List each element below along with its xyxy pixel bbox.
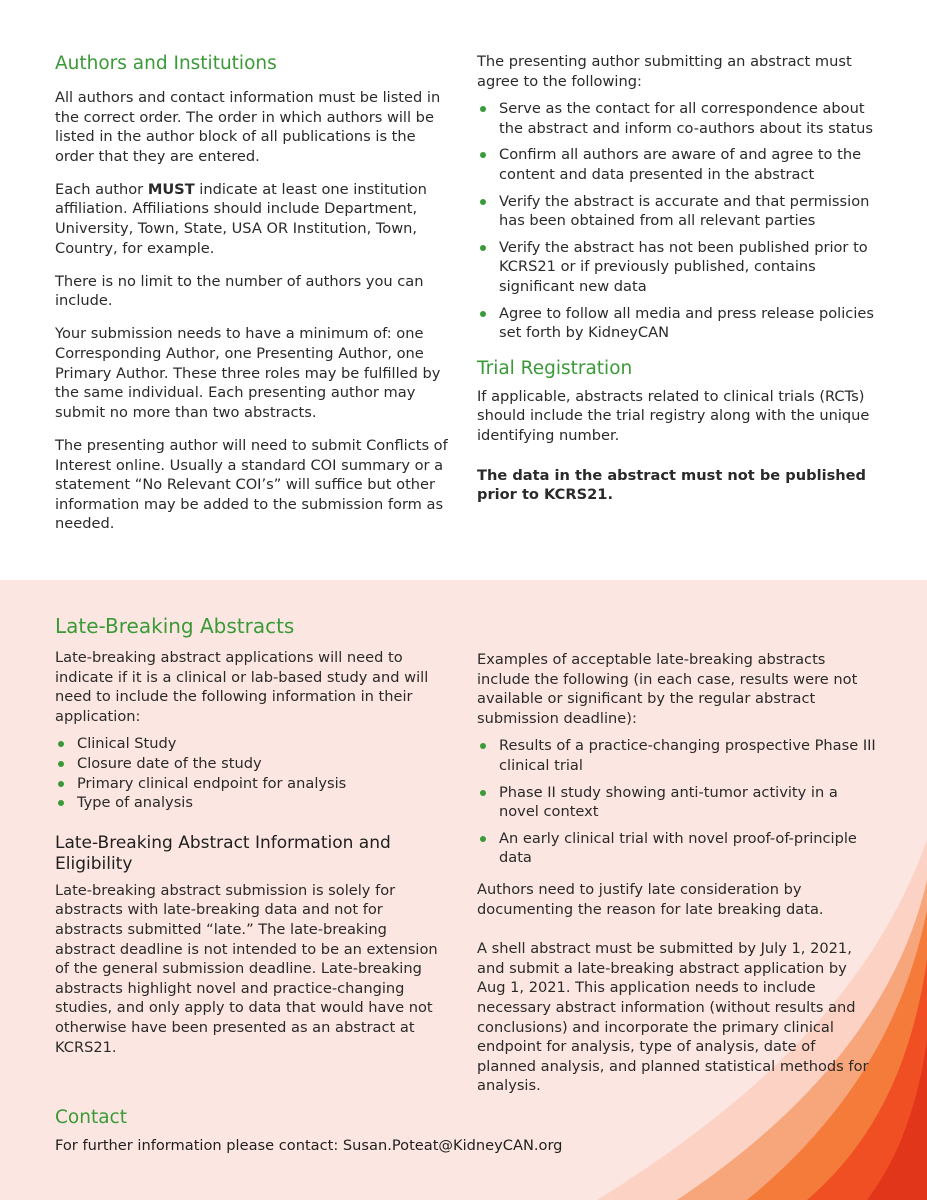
authors-p4: Your submission needs to have a minimum of: one Corresponding Author, one Presenting Author, one Primary Author. These three roles may be fulfilled by the same individual. Each presenting author may submit no more than two abstracts. xyxy=(55,325,441,421)
contact-title: Contact xyxy=(55,1107,127,1128)
top-section xyxy=(0,0,927,580)
bullet-icon xyxy=(480,836,486,842)
list-item: Phase II study showing anti-tumor activity in a novel context xyxy=(477,783,877,822)
justify-text: Authors need to justify late consideration by documenting the reason for late breaking data. xyxy=(477,880,824,918)
presenting-intro: The presenting author submitting an abstract must agree to the following: xyxy=(477,53,852,90)
bullet-icon xyxy=(480,311,486,317)
authors-p3: There is no limit to the number of authors you can include. xyxy=(55,272,424,310)
examples-list xyxy=(477,736,877,868)
authors-p5: The presenting author will need to submit Conflicts of Interest online. Usually a standard COI summary or a statement “No Relevant COI’s” will suffice but other information may be added to the submission form as needed. xyxy=(55,436,448,533)
presenting-column xyxy=(477,52,877,518)
bullet-icon xyxy=(480,106,486,112)
list-item: Closure date of the study xyxy=(55,754,450,774)
late-left-column xyxy=(55,614,450,1071)
late-right-column xyxy=(477,650,877,1109)
authors-title: Authors and Institutions xyxy=(55,53,277,74)
list-item: Clinical Study xyxy=(55,734,450,754)
eligibility-title: Late-Breaking Abstract Information and Eligibility xyxy=(55,832,391,874)
bullet-icon xyxy=(480,790,486,796)
trial-title: Trial Registration xyxy=(477,357,633,379)
list-item: Results of a practice-changing prospective Phase III clinical trial xyxy=(477,736,877,775)
bullet-icon xyxy=(480,152,486,158)
trial-p2: The data in the abstract must not be published prior to KCRS21. xyxy=(477,466,866,504)
bullet-icon xyxy=(480,199,486,205)
bullet-icon xyxy=(58,800,64,806)
list-item: Agree to follow all media and press release policies set forth by KidneyCAN xyxy=(477,304,877,343)
late-title: Late-Breaking Abstracts xyxy=(55,614,295,638)
authors-column xyxy=(55,52,450,547)
presenting-list xyxy=(477,99,877,343)
late-intro: Late-breaking abstract applications will need to indicate if it is a clinical or lab-based study and will need to include the following information in their application: xyxy=(55,649,429,725)
list-item: Verify the abstract is accurate and that permission has been obtained from all relevant parties xyxy=(477,192,877,231)
bullet-icon xyxy=(480,743,486,749)
bullet-icon xyxy=(58,761,64,767)
bottom-section xyxy=(0,580,927,1200)
list-item: Verify the abstract has not been published prior to KCRS21 or if previously published, contains significant new data xyxy=(477,238,877,297)
contact-text[interactable]: For further information please contact: Susan.Poteat@KidneyCAN.org xyxy=(55,1137,563,1154)
authors-p2: Each author MUST indicate at least one institution affiliation. Affiliations should include Department, University, Town, State, USA OR Institution, Town, Country, for example. xyxy=(55,180,427,257)
examples-intro: Examples of acceptable late-breaking abstracts include the following (in each case, results were not available or significant by the regular abstract submission deadline): xyxy=(477,651,858,727)
list-item: An early clinical trial with novel proof-of-principle data xyxy=(477,829,877,868)
list-item: Type of analysis xyxy=(55,793,450,813)
late-requirements-list xyxy=(55,734,450,812)
shell-text: A shell abstract must be submitted by July 1, 2021, and submit a late-breaking abstract application by Aug 1, 2021. This application needs to include necessary abstract information (without results and conclusions) and incorporate the primary clinical endpoint for analysis, type of analysis, date of planned analysis, and planned statistical methods for analysis. xyxy=(477,940,869,1095)
bullet-icon xyxy=(480,245,486,251)
list-item: Confirm all authors are aware of and agree to the content and data presented in the abstract xyxy=(477,145,877,184)
bullet-icon xyxy=(58,781,64,787)
bullet-icon xyxy=(58,741,64,747)
authors-p1: All authors and contact information must be listed in the correct order. The order in which authors will be listed in the author block of all publications is the order that they are entered. xyxy=(55,89,441,165)
list-item: Serve as the contact for all correspondence about the abstract and inform co-authors about its status xyxy=(477,99,877,138)
list-item: Primary clinical endpoint for analysis xyxy=(55,774,450,794)
contact-block xyxy=(55,1106,755,1156)
must-emphasis: MUST xyxy=(147,180,195,198)
eligibility-text: Late-breaking abstract submission is solely for abstracts with late-breaking data and not for abstracts submitted “late.” The late-breaking abstract deadline is not intended to be an extension of the general submission deadline. Late-breaking abstracts highlight novel and practice-changing studies, and only apply to data that would have not otherwise have been presented as an abstract at KCRS21. xyxy=(55,881,438,1056)
trial-p1: If applicable, abstracts related to clinical trials (RCTs) should include the trial registry along with the unique identifying number. xyxy=(477,387,870,444)
